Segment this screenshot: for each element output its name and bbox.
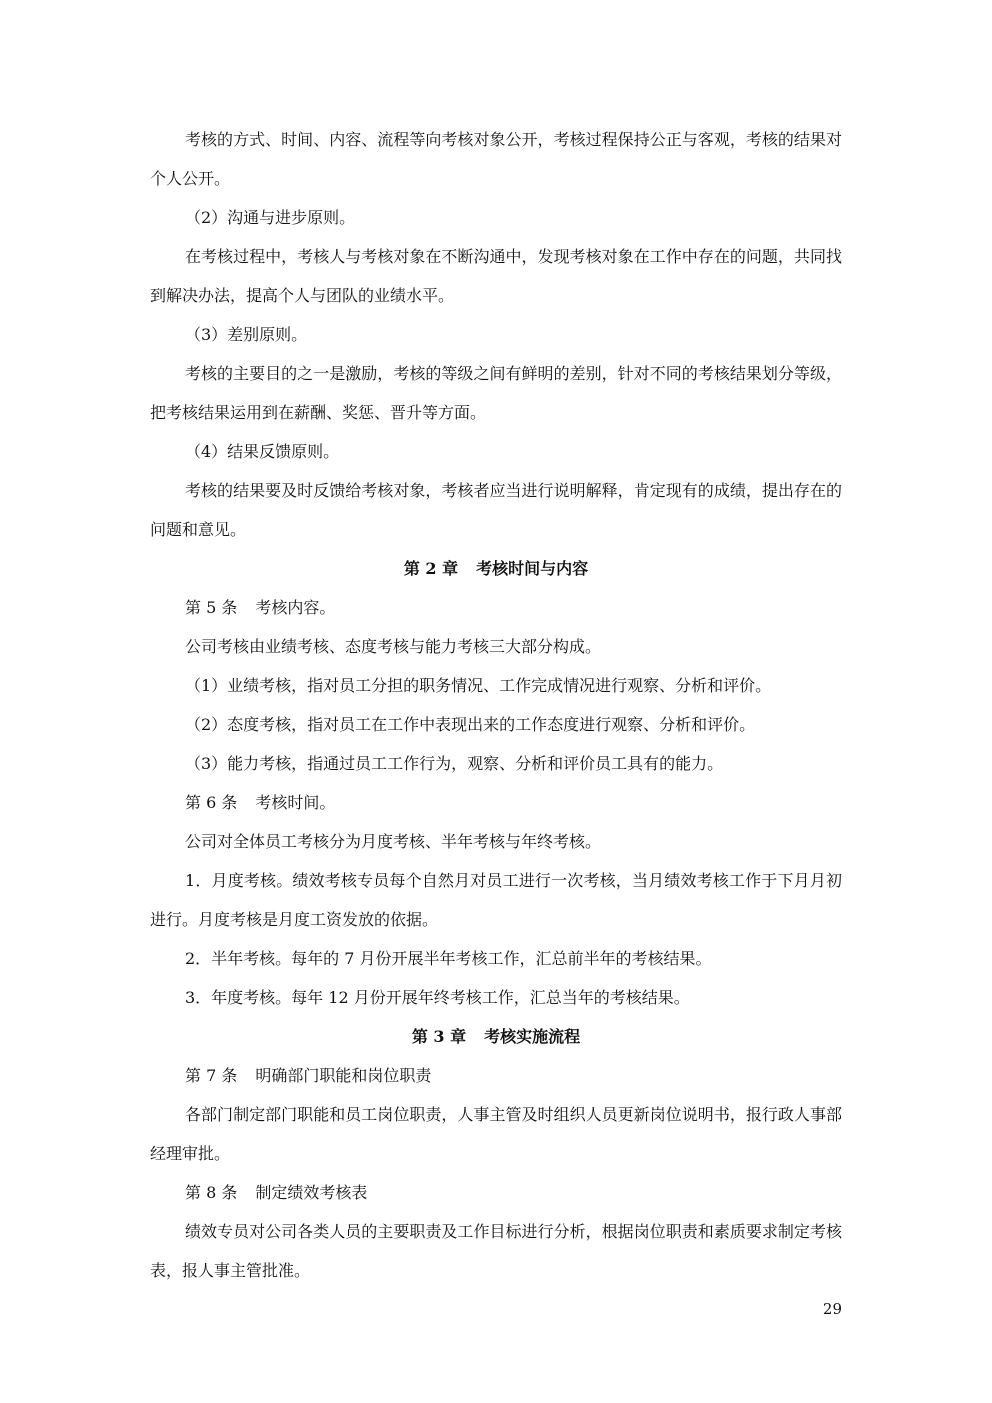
list-item: （2）沟通与进步原则。 xyxy=(185,208,356,227)
paragraph: 1．月度考核。绩效考核专员每个自然月对员工进行一次考核，当月绩效考核工作于下月月初进行。月度考核是月度工资发放的依据。 xyxy=(150,871,842,929)
list-item: （3）差别原则。 xyxy=(185,325,308,344)
list-item: （4）结果反馈原则。 xyxy=(185,442,340,461)
article-heading xyxy=(150,783,842,822)
list-item: （2）态度考核，指对员工在工作中表现出来的工作态度进行观察、分析和评价。 xyxy=(185,715,756,734)
page-number: 29 xyxy=(822,1300,842,1318)
article-title: 制定绩效考核表 xyxy=(255,1183,368,1202)
chapter-heading xyxy=(150,549,842,588)
paragraph: 3．年度考核。每年 12 月份开展年终考核工作，汇总当年的考核结果。 xyxy=(185,988,690,1007)
article-number: 第 5 条 xyxy=(185,598,238,617)
article-number: 第 6 条 xyxy=(185,793,238,812)
paragraph: 公司对全体员工考核分为月度考核、半年考核与年终考核。 xyxy=(185,832,602,851)
list-item: （3）能力考核，指通过员工工作行为，观察、分析和评价员工具有的能力。 xyxy=(185,754,724,773)
article-heading xyxy=(150,1056,842,1095)
chapter-number: 第 3 章 xyxy=(411,1027,467,1046)
article-title: 考核内容。 xyxy=(255,598,336,617)
paragraph: 2．半年考核。每年的 7 月份开展半年考核工作，汇总前半年的考核结果。 xyxy=(185,949,712,968)
document-body xyxy=(150,120,842,1290)
chapter-title: 考核时间与内容 xyxy=(476,559,589,578)
paragraph: 考核的结果要及时反馈给考核对象，考核者应当进行说明解释，肯定现有的成绩，提出存在的问题和意见。 xyxy=(150,481,842,539)
article-title: 考核时间。 xyxy=(255,793,336,812)
article-title: 明确部门职能和岗位职责 xyxy=(255,1066,432,1085)
paragraph: 考核的主要目的之一是激励，考核的等级之间有鲜明的差别，针对不同的考核结果划分等级，把考核结果运用到在薪酬、奖惩、晋升等方面。 xyxy=(150,364,842,422)
paragraph: 在考核过程中，考核人与考核对象在不断沟通中，发现考核对象在工作中存在的问题，共同找到解决办法，提高个人与团队的业绩水平。 xyxy=(150,247,842,305)
paragraph: 考核的方式、时间、内容、流程等向考核对象公开，考核过程保持公正与客观，考核的结果对个人公开。 xyxy=(150,130,842,188)
chapter-title: 考核实施流程 xyxy=(484,1027,581,1046)
chapter-number: 第 2 章 xyxy=(403,559,459,578)
paragraph: 各部门制定部门职能和员工岗位职责，人事主管及时组织人员更新岗位说明书，报行政人事部经理审批。 xyxy=(150,1105,842,1163)
article-heading xyxy=(150,588,842,627)
article-number: 第 8 条 xyxy=(185,1183,238,1202)
chapter-heading xyxy=(150,1017,842,1056)
article-heading xyxy=(150,1173,842,1212)
paragraph: 绩效专员对公司各类人员的主要职责及工作目标进行分析，根据岗位职责和素质要求制定考核表，报人事主管批准。 xyxy=(150,1222,842,1280)
list-item: （1）业绩考核，指对员工分担的职务情况、工作完成情况进行观察、分析和评价。 xyxy=(185,676,772,695)
paragraph: 公司考核由业绩考核、态度考核与能力考核三大部分构成。 xyxy=(185,637,602,656)
article-number: 第 7 条 xyxy=(185,1066,238,1085)
